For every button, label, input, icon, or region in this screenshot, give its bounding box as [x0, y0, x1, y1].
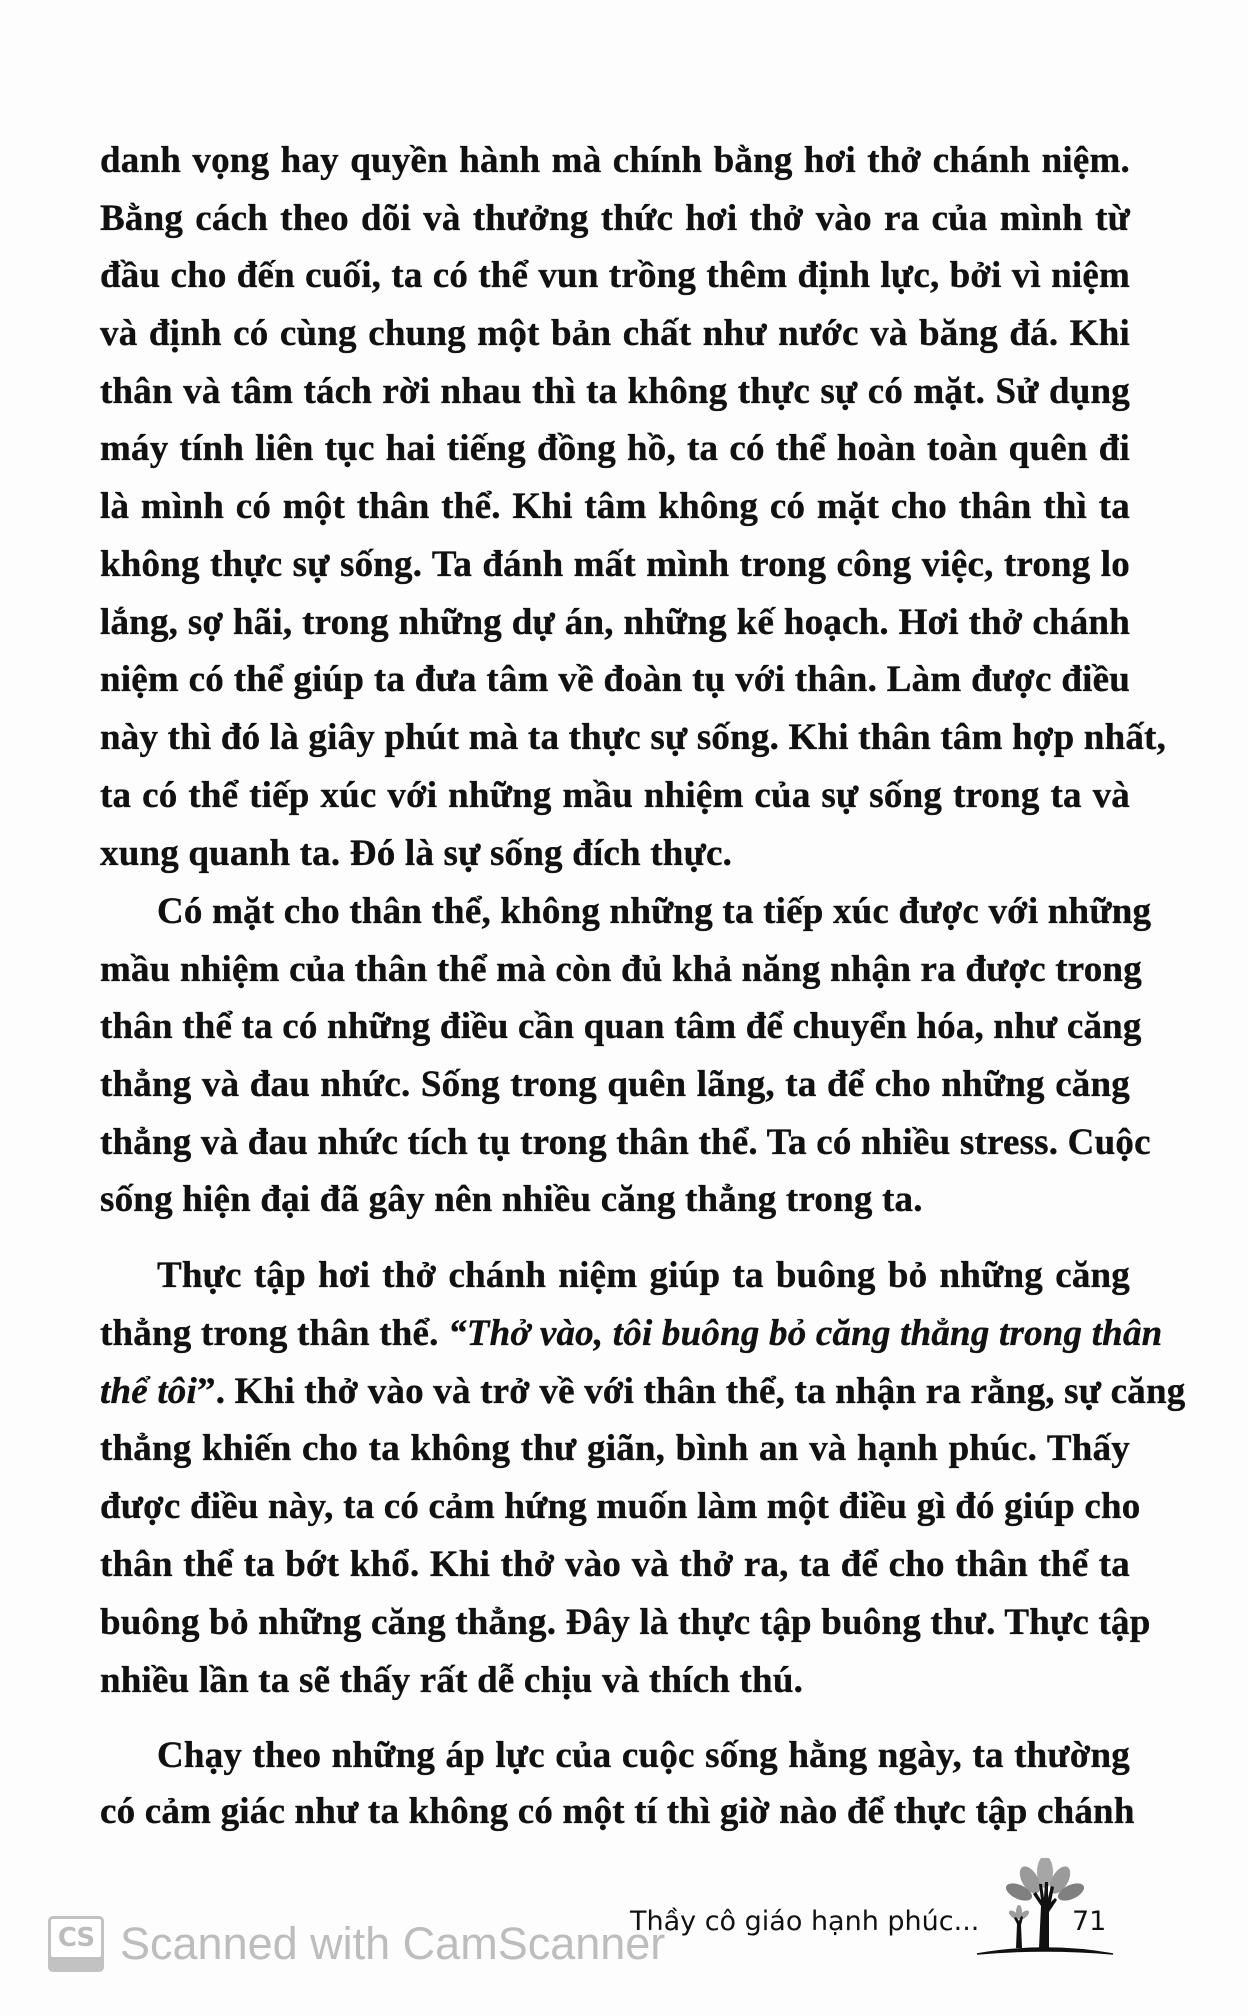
text-segment: thẳng trong thân thể. [100, 1313, 449, 1354]
text-line-with-quote [100, 1367, 1186, 1417]
text-line: này thì đó là giây phút mà ta thực sự sống. Khi thân tâm hợp nhất, [100, 717, 1167, 758]
text-line: Có mặt cho thân thể, không những ta tiếp xúc được với những [157, 891, 1152, 932]
text-line: ta có thể tiếp xúc với những mầu nhiệm của sự sống trong ta và [100, 775, 1130, 816]
camscanner-logo-text: CS [51, 1919, 101, 1957]
text-line: không thực sự sống. Ta đánh mất mình trong công việc, trong lo [100, 544, 1130, 585]
camscanner-logo-icon [48, 1916, 104, 1972]
text-line: Bằng cách theo dõi và thưởng thức hơi thở vào ra của mình từ [100, 198, 1130, 239]
text-line: thân thể ta bớt khổ. Khi thở vào và thở ra, ta để cho thân thể ta [100, 1544, 1130, 1585]
text-line: thẳng và đau nhức. Sống trong quên lãng, ta để cho những căng [100, 1064, 1130, 1105]
text-line: buông bỏ những căng thẳng. Đây là thực tập buông thư. Thực tập [100, 1602, 1151, 1643]
italic-quote: “Thở vào, tôi buông bỏ căng thẳng trong thân [448, 1313, 1163, 1354]
watermark-text: Scanned with CamScanner [120, 1918, 666, 1969]
text-line: thân thể ta có những điều cần quan tâm để chuyển hóa, như căng [100, 1006, 1142, 1047]
text-line: Chạy theo những áp lực của cuộc sống hằng ngày, ta thường [157, 1735, 1130, 1776]
text-line: lắng, sợ hãi, trong những dự án, những kế hoạch. Hơi thở chánh [100, 602, 1130, 643]
running-title: Thầy cô giáo hạnh phúc... [630, 1906, 980, 1937]
text-line: sống hiện đại đã gây nên nhiều căng thẳng trong ta. [100, 1179, 923, 1220]
italic-quote: thể tôi [100, 1371, 197, 1412]
text-line: thẳng và đau nhức tích tụ trong thân thể. Ta có nhiều stress. Cuộc [100, 1122, 1151, 1163]
text-line: niệm có thể giúp ta đưa tâm về đoàn tụ với thân. Làm được điều [100, 659, 1130, 700]
text-segment: ”. Khi thở vào và trở về với thân thể, ta nhận ra rằng, sự căng [197, 1371, 1186, 1412]
text-line: danh vọng hay quyền hành mà chính bằng hơi thở chánh niệm. [100, 140, 1130, 181]
text-line: là mình có một thân thể. Khi tâm không có mặt cho thân thì ta [100, 486, 1130, 527]
text-line: mầu nhiệm của thân thể mà còn đủ khả năng nhận ra được trong [100, 949, 1142, 990]
page-number: 71 [1072, 1906, 1107, 1937]
text-line: được điều này, ta có cảm hứng muốn làm một điều gì đó giúp cho [100, 1486, 1141, 1527]
text-line: Thực tập hơi thở chánh niệm giúp ta buông bỏ những căng [157, 1255, 1130, 1296]
text-line: đầu cho đến cuối, ta có thể vun trồng thêm định lực, bởi vì niệm [100, 255, 1130, 296]
text-line: nhiều lần ta sẽ thấy rất dễ chịu và thích thú. [100, 1660, 804, 1701]
text-line: thẳng khiến cho ta không thư giãn, bình an và hạnh phúc. Thấy [100, 1428, 1130, 1469]
text-line: có cảm giác như ta không có một tí thì giờ nào để thực tập chánh [100, 1791, 1135, 1832]
text-line: máy tính liên tục hai tiếng đồng hồ, ta có thể hoàn toàn quên đi [100, 428, 1130, 469]
camscanner-watermark [48, 1914, 665, 1974]
text-line: và định có cùng chung một bản chất như nước và băng đá. Khi [100, 313, 1130, 354]
text-line: thân và tâm tách rời nhau thì ta không thực sự có mặt. Sử dụng [100, 371, 1130, 412]
text-line: xung quanh ta. Đó là sự sống đích thực. [100, 833, 733, 874]
text-line-with-quote [100, 1309, 1163, 1359]
